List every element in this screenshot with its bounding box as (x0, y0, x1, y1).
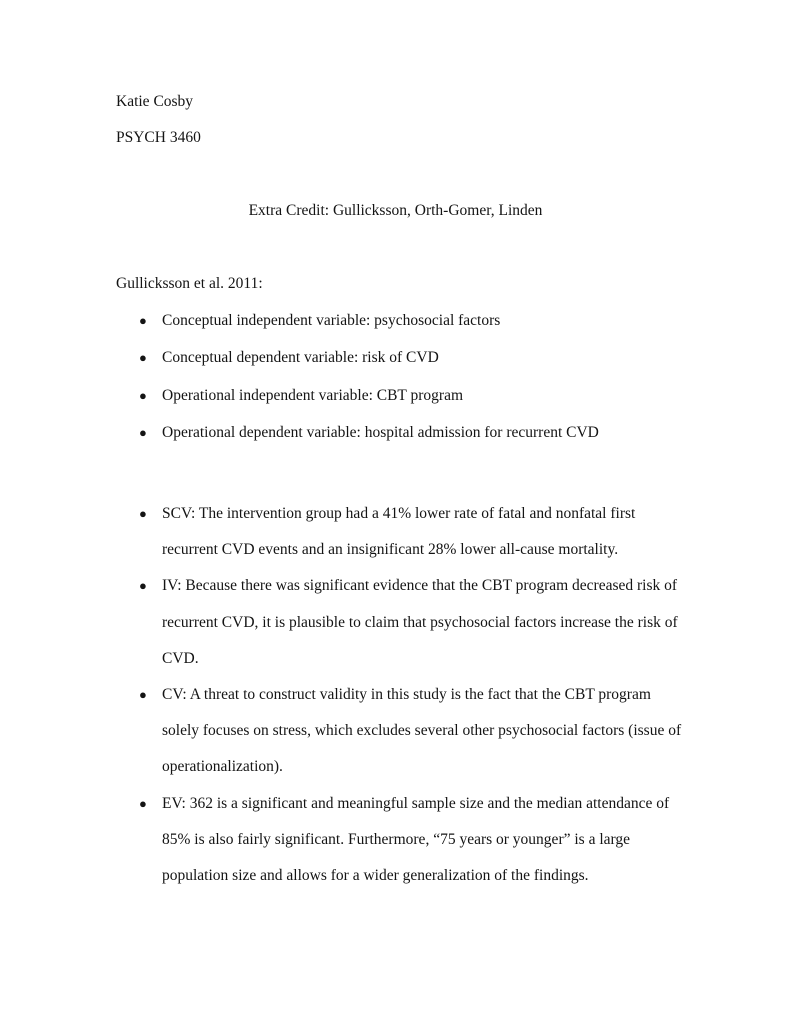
list-item (0, 496, 722, 568)
list-item-text: Conceptual dependent variable: risk of CVD (162, 349, 439, 367)
list-item-text: SCV: The intervention group had a 41% lower rate of fatal and nonfatal first recurrent CVD events and an insignificant 28% lower all-cause mortality. (162, 505, 636, 559)
list-item (0, 311, 722, 331)
bullet-icon: ● (139, 795, 147, 811)
bullet-icon: ● (139, 313, 147, 328)
bullet-icon: ● (139, 424, 147, 440)
validity-list (0, 496, 722, 894)
list-item-text: EV: 362 is a significant and meaningful sample size and the median attendance of 85% is also fairly significant. Furthermore, “75 years or younger” is a large population size and allows for a wider generalization of the findings. (162, 794, 670, 885)
list-item-text: Conceptual independent variable: psychosocial factors (162, 312, 501, 329)
list-item-text: Operational independent variable: CBT program (162, 386, 464, 404)
list-item (0, 348, 722, 368)
bullet-icon: ● (139, 350, 147, 366)
list-item-text: Operational dependent variable: hospital admission for recurrent CVD (162, 423, 599, 441)
list-item-text: IV: Because there was significant evidence that the CBT program decreased risk of recurrent CVD, it is plausible to claim that psychosocial factors increase the risk of CVD. (162, 577, 678, 667)
bullet-icon: ● (139, 578, 147, 594)
list-item-text: CV: A threat to construct validity in this study is the fact that the CBT program solely focuses on stress, which excludes several other psychosocial factors (issue of operationalization). (162, 686, 682, 776)
list-item (0, 568, 722, 677)
list-item (0, 677, 722, 786)
course-code: PSYCH 3460 (116, 129, 201, 146)
author-name: Katie Cosby (116, 93, 194, 110)
document-title: Extra Credit: Gullicksson, Orth-Gomer, Linden (248, 202, 543, 219)
list-item (0, 786, 722, 895)
list-item (0, 423, 722, 443)
bullet-icon: ● (139, 387, 147, 403)
variables-list (0, 311, 722, 460)
bullet-icon: ● (139, 687, 147, 703)
section-heading: Gullicksson et al. 2011: (116, 275, 263, 292)
bullet-icon: ● (139, 506, 147, 521)
list-item (0, 386, 722, 406)
